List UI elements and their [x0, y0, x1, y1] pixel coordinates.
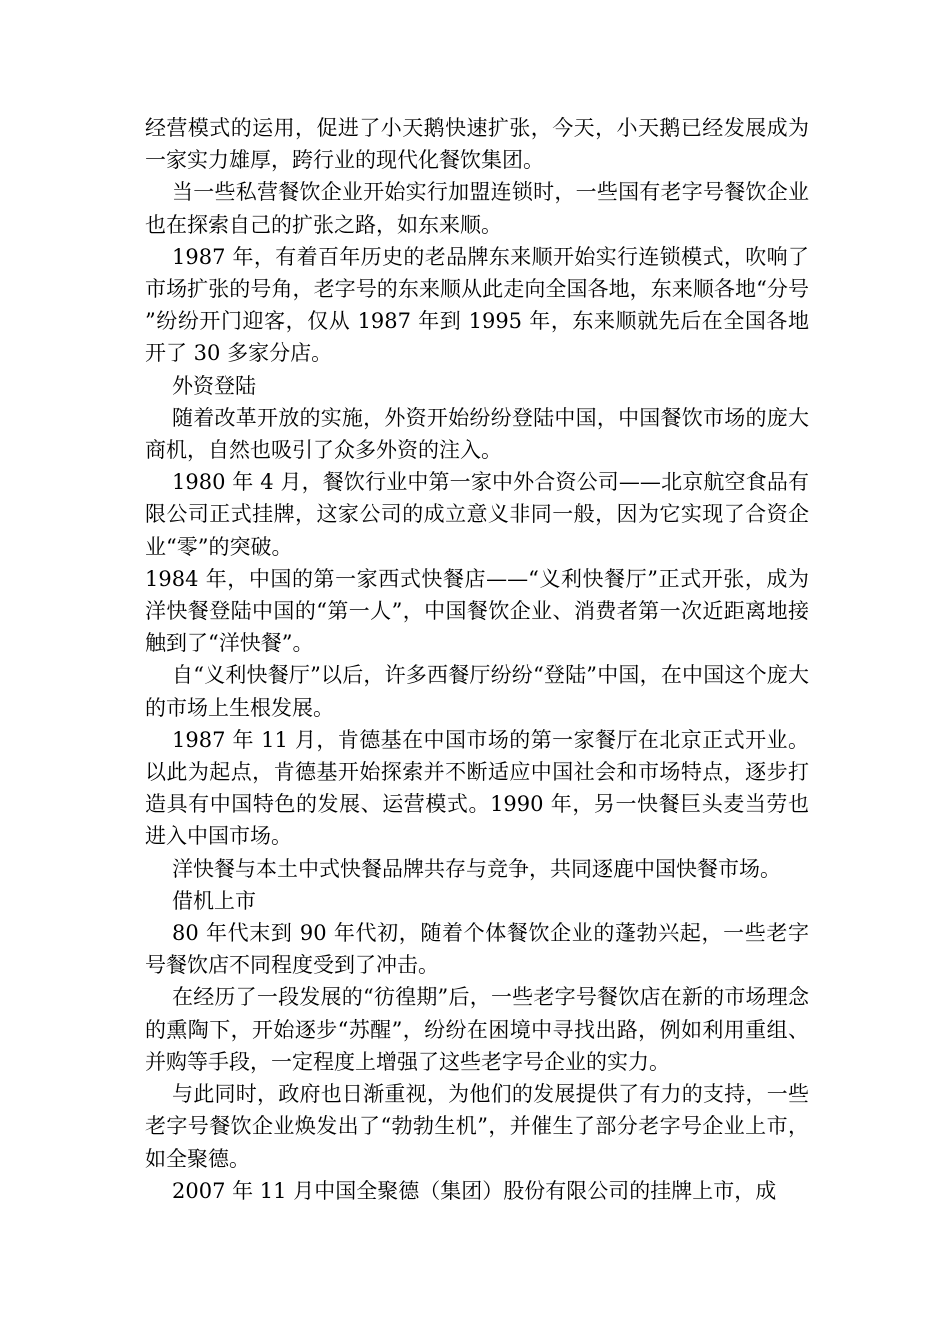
paragraph: 经营模式的运用，促进了小天鹅快速扩张，今天，小天鹅已经发展成为一家实力雄厚，跨行业的现代化餐饮集团。: [145, 116, 809, 173]
paragraph: 当一些私营餐饮企业开始实行加盟连锁时，一些国有老字号餐饮企业也在探索自己的扩张之路，如东来顺。: [145, 180, 809, 237]
paragraph: 洋快餐与本土中式快餐品牌共存与竞争，共同逐鹿中国快餐市场。: [172, 856, 781, 881]
paragraph: 1987 年 11 月，肯德基在中国市场的第一家餐厅在北京正式开业。以此为起点，肯德基开始探索并不断适应中国社会和市场特点，逐步打造具有中国特色的发展、运营模式。1990 年，另一快餐巨头麦当劳也进入中国市场。: [145, 727, 809, 849]
section-heading: 外资登陆: [172, 373, 256, 398]
document-page: [145, 112, 809, 1207]
paragraph: 随着改革开放的实施，外资开始纷纷登陆中国，中国餐饮市场的庞大商机，自然也吸引了众多外资的注入。: [145, 405, 809, 463]
paragraph: 与此同时，政府也日渐重视，为他们的发展提供了有力的支持，一些老字号餐饮企业焕发出了“勃勃生机”，并催生了部分老字号企业上市，如全聚德。: [145, 1082, 809, 1171]
paragraph: 在经历了一段发展的“彷徨期”后，一些老字号餐饮店在新的市场理念的熏陶下，开始逐步“苏醒”，纷纷在困境中寻找出路，例如利用重组、并购等手段，一定程度上增强了这些老字号企业的实力。: [145, 985, 809, 1074]
paragraph: 1980 年 4 月，餐饮行业中第一家中外合资公司——北京航空食品有限公司正式挂牌，这家公司的成立意义非同一般，因为它实现了合资企业“零”的突破。: [145, 470, 809, 559]
paragraph: 自“义利快餐厅”以后，许多西餐厅纷纷“登陆”中国，在中国这个庞大的市场上生根发展。: [145, 663, 809, 720]
paragraph: 1987 年，有着百年历史的老品牌东来顺开始实行连锁模式，吹响了市场扩张的号角，老字号的东来顺从此走向全国各地，东来顺各地“分号”纷纷开门迎客，仅从 1987 年到 1995 年，东来顺就先后在全国各地开了 30 多家分店。: [145, 244, 809, 366]
paragraph: 2007 年 11 月中国全聚德（集团）股份有限公司的挂牌上市，成: [172, 1178, 777, 1203]
section-heading: 借机上市: [172, 888, 256, 913]
paragraph: 1984 年，中国的第一家西式快餐店——“义利快餐厅”正式开张，成为洋快餐登陆中国的“第一人”，中国餐饮企业、消费者第一次近距离地接触到了“洋快餐”。: [145, 566, 809, 656]
paragraph: 80 年代末到 90 年代初，随着个体餐饮企业的蓬勃兴起，一些老字号餐饮店不同程度受到了冲击。: [145, 921, 809, 978]
